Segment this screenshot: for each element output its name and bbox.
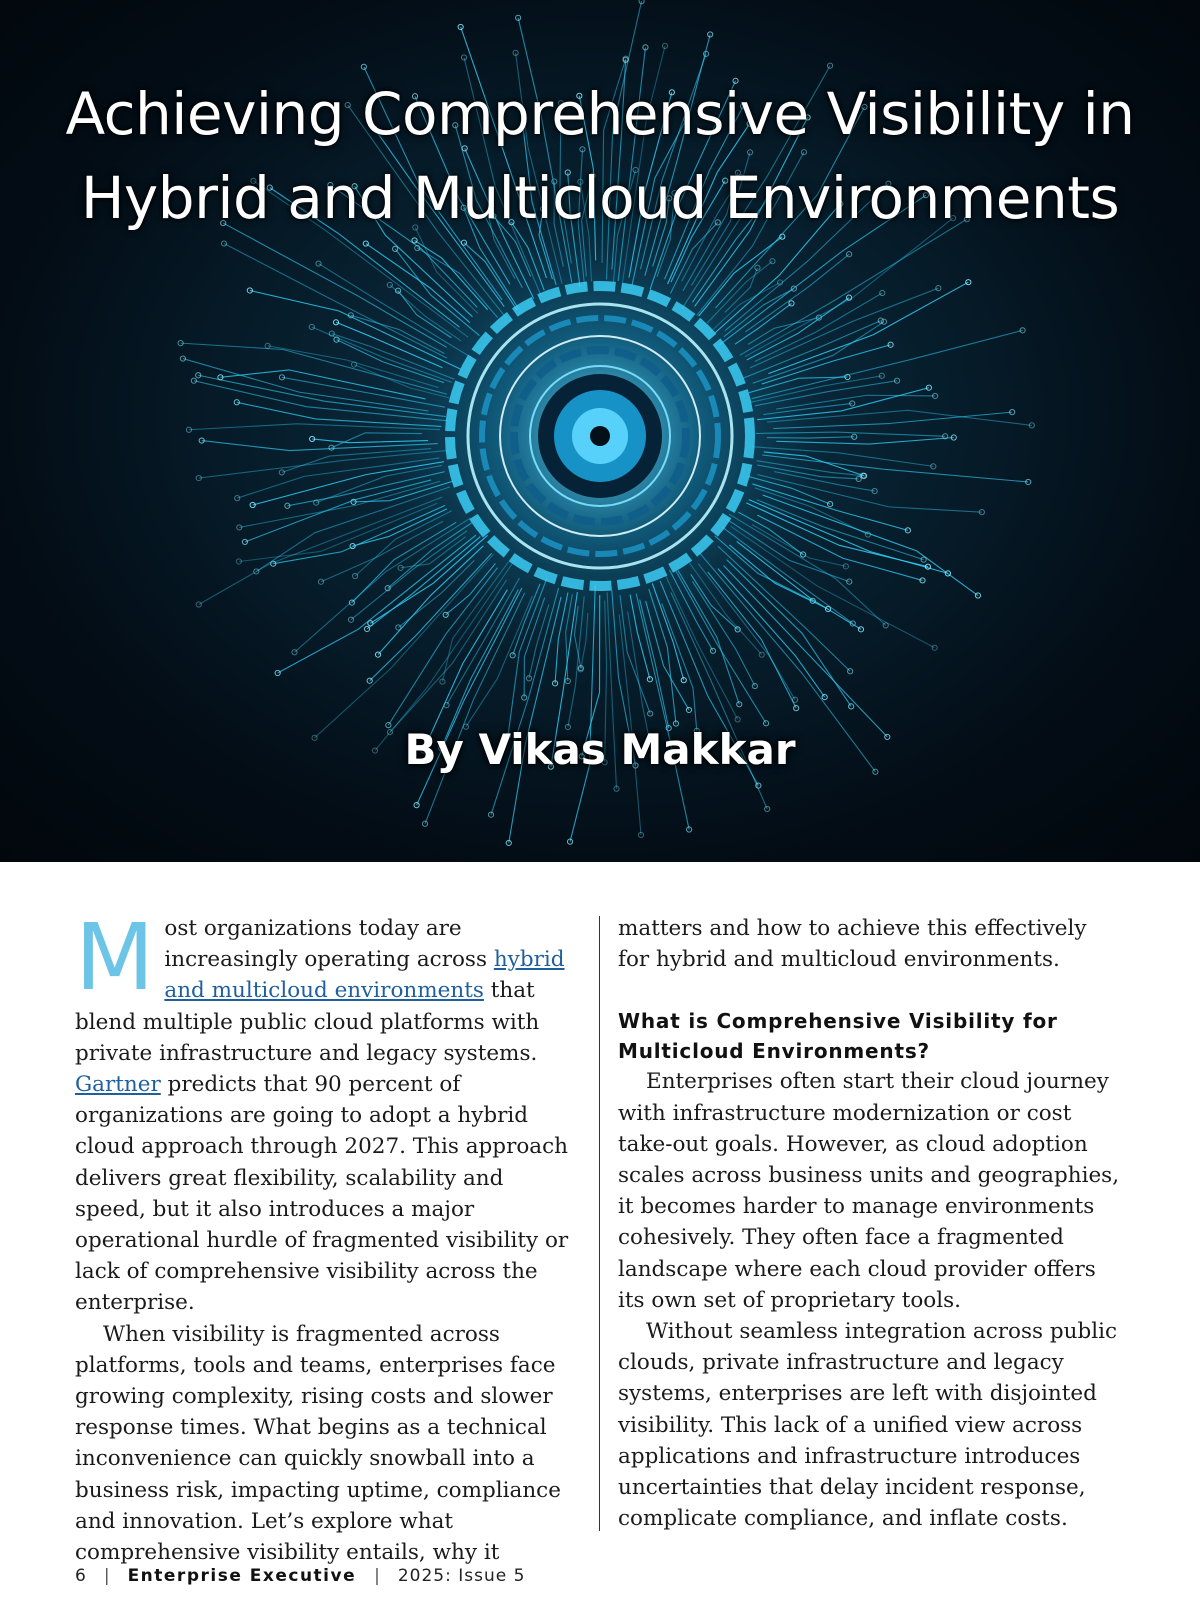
circuit-node	[735, 717, 740, 722]
paragraph-integration: Without seamless integration across public clouds, private infrastructure and legacy systems, enterprises are left with disjointed visibility. This lack of a unified view across applications and infrastructure introduces uncertainties that delay incident response, complicate compliance, and inflate costs.	[618, 1319, 1118, 1532]
paragraph-continued: matters and how to achieve this effectively for hybrid and multicloud environments.	[618, 916, 1087, 973]
circuit-node	[752, 683, 757, 688]
intro-text-a: ost organizations today are increasingly operating across	[164, 916, 494, 973]
circuit-node	[488, 812, 493, 817]
circuit-node	[364, 626, 369, 631]
pupil	[590, 426, 610, 446]
circuit-node	[196, 602, 201, 607]
footer-separator: |	[103, 1566, 110, 1586]
byline: By Vikas Makkar	[404, 725, 796, 774]
circuit-node	[858, 627, 863, 632]
paragraph-enterprises: Enterprises often start their cloud journey with infrastructure modernization or cost take-out goals. However, as cloud adoption scales across business units and geographies, it becomes harder to manage environments cohesively. They often face a fragmented landscape where each cloud provider offers its own set of proprietary tools.	[618, 1069, 1120, 1313]
page-number: 6	[75, 1566, 86, 1586]
paragraph-intro	[75, 904, 575, 1319]
circuit-node	[318, 579, 323, 584]
footer-separator: |	[374, 1566, 380, 1586]
circuit-node	[648, 711, 653, 716]
circuit-node	[221, 241, 226, 246]
circuit-node	[847, 252, 852, 257]
title-line-1: Achieving Comprehensive Visibility in	[65, 80, 1135, 148]
intro-text-c: predicts that 90 percent of organizations are going to adopt a hybrid cloud approach through 2027. This approach delivers great flexibility, scalability and speed, but it also introduces a major operational hurdle of fragmented visibility or lack of comprehensive visibility across the enterprise.	[75, 1072, 569, 1316]
intro-text-b: that blend multiple public cloud platforms with private infrastructure and legacy systems.	[75, 978, 540, 1066]
circuit-node	[849, 704, 854, 709]
circuit-node	[348, 617, 353, 622]
issue-label: 2025: Issue 5	[397, 1566, 526, 1586]
hybrid-multicloud-link[interactable]: hybrid and multicloud environments	[164, 947, 565, 1004]
article-column-left	[75, 904, 575, 1568]
circuit-node	[686, 707, 691, 712]
section-heading: What is Comprehensive Visibility for Multicloud Environments?	[618, 1009, 1058, 1064]
circuit-node	[847, 579, 852, 584]
title-line-2: Hybrid and Multicloud Environments	[80, 164, 1120, 232]
circuit-node	[794, 706, 799, 711]
circuit-node	[414, 803, 419, 808]
circuit-node	[848, 669, 853, 674]
circuit-node	[737, 702, 742, 707]
circuit-node	[921, 557, 926, 562]
column-divider	[599, 916, 600, 1531]
circuit-node	[367, 678, 372, 683]
circuit-node	[242, 539, 247, 544]
page-footer	[75, 1562, 525, 1590]
circuit-node	[883, 623, 888, 628]
circuit-node	[792, 697, 797, 702]
publication-name: Enterprise Executive	[127, 1566, 357, 1586]
circuit-node	[235, 496, 240, 501]
circuit-node	[822, 694, 827, 699]
circuit-node	[881, 319, 886, 324]
circuit-node	[966, 280, 971, 285]
circuit-node	[975, 593, 980, 598]
article-title	[0, 72, 1200, 240]
circuit-node	[932, 645, 937, 650]
paragraph-fragmented: When visibility is fragmented across platforms, tools and teams, enterprises face growing complexity, rising costs and slower response times. What begins as a technical inconvenience can quickly snowball into a business risk, impacting uptime, compliance and innovation. Let’s explore what comprehensive visibility entails, why it	[75, 1321, 561, 1566]
circuit-node	[827, 63, 832, 68]
article-column-right	[618, 913, 1123, 1534]
gartner-link[interactable]: Gartner	[75, 1072, 161, 1098]
circuit-node	[393, 246, 398, 251]
drop-cap: M	[75, 904, 155, 1011]
